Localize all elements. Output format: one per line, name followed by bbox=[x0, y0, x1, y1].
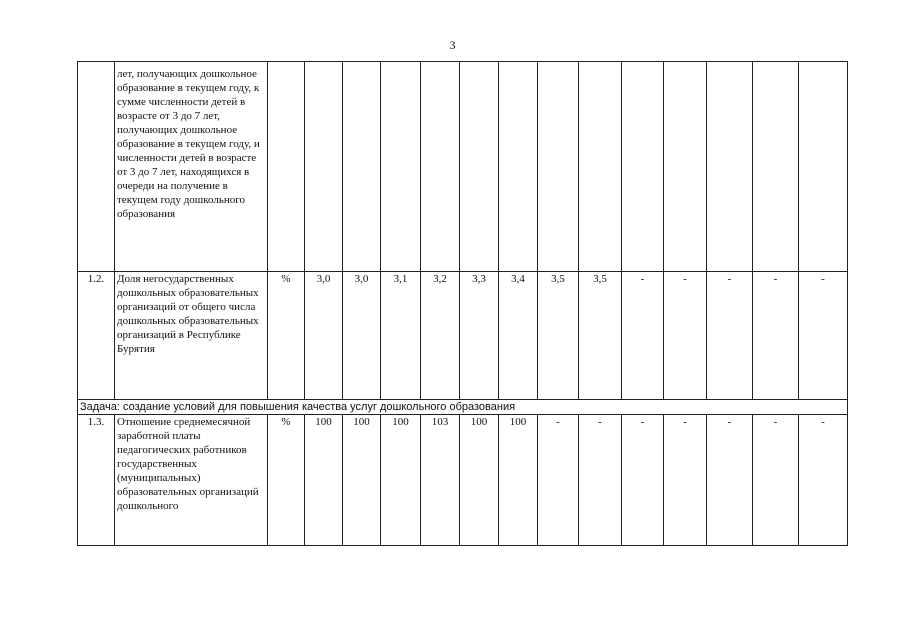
value-cell bbox=[707, 62, 753, 272]
value-cell: 3,2 bbox=[421, 272, 460, 400]
value-cell: 100 bbox=[499, 415, 538, 546]
task-heading: Задача: создание условий для повышения качества услуг дошкольного образования bbox=[78, 400, 848, 415]
row-number: 1.2. bbox=[78, 272, 115, 400]
value-cell: - bbox=[799, 272, 848, 400]
value-cell bbox=[753, 62, 799, 272]
value-cell bbox=[381, 62, 421, 272]
value-cell bbox=[421, 62, 460, 272]
value-cell: - bbox=[707, 272, 753, 400]
value-cell bbox=[538, 62, 579, 272]
value-cell: 3,0 bbox=[343, 272, 381, 400]
value-cell: 3,0 bbox=[305, 272, 343, 400]
value-cell bbox=[579, 62, 622, 272]
value-cell bbox=[622, 62, 664, 272]
value-cell bbox=[664, 62, 707, 272]
value-cell: - bbox=[538, 415, 579, 546]
unit-cell bbox=[268, 62, 305, 272]
value-cell: - bbox=[579, 415, 622, 546]
value-cell: 3,1 bbox=[381, 272, 421, 400]
value-cell bbox=[499, 62, 538, 272]
table-row bbox=[78, 400, 848, 415]
value-cell: 100 bbox=[460, 415, 499, 546]
value-cell: - bbox=[707, 415, 753, 546]
value-cell: - bbox=[664, 415, 707, 546]
value-cell: 3,5 bbox=[538, 272, 579, 400]
indicators-table bbox=[77, 61, 848, 546]
table-row bbox=[78, 415, 848, 546]
value-cell: 100 bbox=[305, 415, 343, 546]
value-cell: 100 bbox=[381, 415, 421, 546]
value-cell bbox=[305, 62, 343, 272]
row-number: 1.3. bbox=[78, 415, 115, 546]
value-cell: - bbox=[753, 272, 799, 400]
value-cell: 3,3 bbox=[460, 272, 499, 400]
value-cell bbox=[343, 62, 381, 272]
indicator-name: Доля негосударственных дошкольных образовательных организаций от общего числа дошкольных образовательных организаций в Республике Бурятия bbox=[115, 272, 268, 400]
value-cell: - bbox=[622, 415, 664, 546]
value-cell: - bbox=[664, 272, 707, 400]
value-cell: - bbox=[753, 415, 799, 546]
table-row bbox=[78, 272, 848, 400]
page-number: 3 bbox=[449, 38, 456, 52]
value-cell: 3,4 bbox=[499, 272, 538, 400]
value-cell: 100 bbox=[343, 415, 381, 546]
value-cell: - bbox=[622, 272, 664, 400]
value-cell bbox=[799, 62, 848, 272]
unit-cell: % bbox=[268, 415, 305, 546]
value-cell: 103 bbox=[421, 415, 460, 546]
unit-cell: % bbox=[268, 272, 305, 400]
indicator-name: Отношение среднемесячной заработной платы педагогических работников государственных (муниципальных) образовательных организаций дошкольного bbox=[115, 415, 268, 546]
value-cell: 3,5 bbox=[579, 272, 622, 400]
indicator-name: лет, получающих дошкольное образование в текущем году, к сумме численности детей в возрасте от 3 до 7 лет, получающих дошкольное образование в текущем году, и численности детей в возрасте от 3 до 7 лет, находящихся в очереди на получение в текущем году дошкольного образования bbox=[115, 62, 268, 272]
value-cell: - bbox=[799, 415, 848, 546]
row-number bbox=[78, 62, 115, 272]
value-cell bbox=[460, 62, 499, 272]
table-row bbox=[78, 62, 848, 272]
